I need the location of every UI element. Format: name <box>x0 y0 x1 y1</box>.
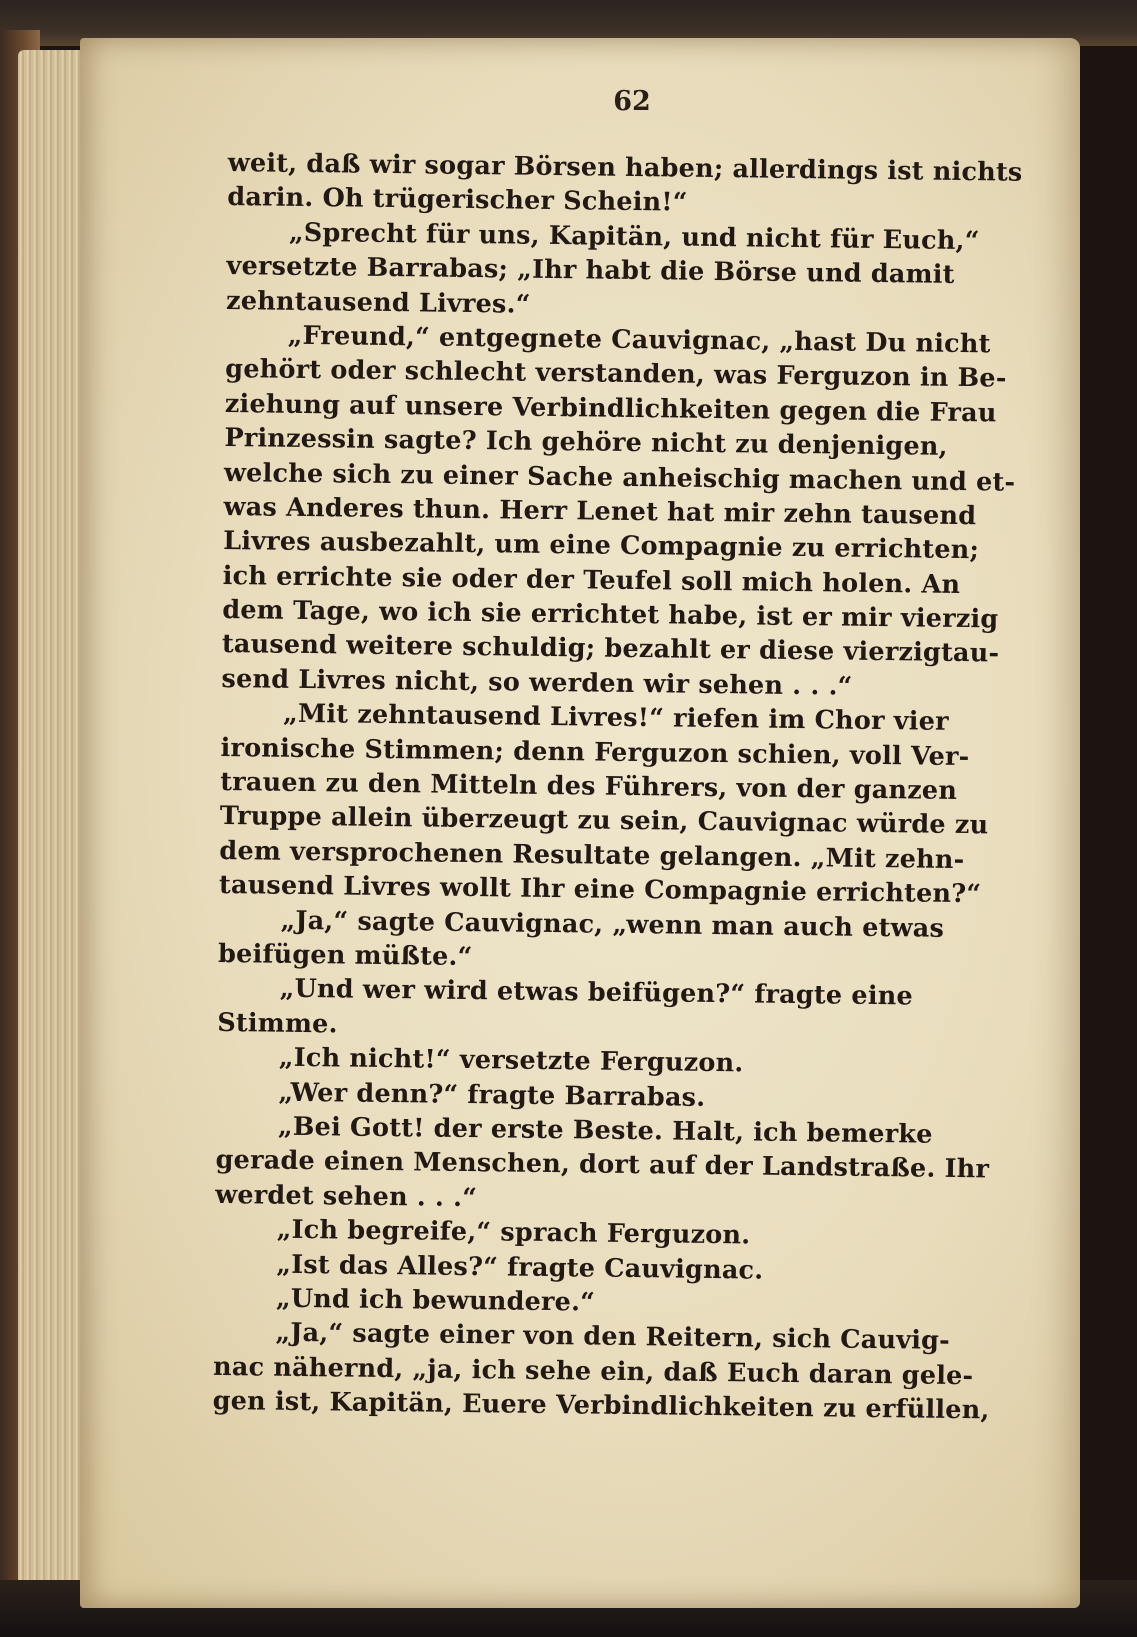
text-line: „Ich begreife,“ sprach Ferguzon. <box>276 1214 751 1251</box>
text-line: beifügen müßte.“ <box>217 938 473 973</box>
text-line: Prinzessin sagte? Ich gehöre nicht zu denjenigen, <box>224 423 948 462</box>
text-line: „Sprecht für uns, Kapitän, und nicht für Euch,“ <box>288 217 980 256</box>
text-line: dem Tage, wo ich sie errichtet habe, ist er mir vierzig <box>222 595 999 635</box>
text-line: gen ist, Kapitän, Euere Verbindlichkeiten zu erfüllen, <box>212 1385 990 1426</box>
text-line: zehntausend Livres.“ <box>225 285 531 320</box>
text-line: ironische Stimmen; denn Ferguzon schien, voll Ver- <box>220 732 970 772</box>
text-line: „Ich nicht!“ versetzte Ferguzon. <box>278 1042 744 1079</box>
text-line: „Und ich bewundere.“ <box>275 1283 596 1318</box>
text-line: darin. Oh trügerischer Schein!“ <box>227 182 688 219</box>
text-line: was Anderes thun. Herr Lenet hat mir zehn tausend <box>223 491 977 532</box>
text-line: Stimme. <box>217 1007 338 1040</box>
text-line: „Wer denn?“ fragte Barrabas. <box>278 1077 706 1113</box>
text-line: „Freund,“ entgegnete Cauvignac, „hast Du nicht <box>287 320 991 360</box>
text-line: versetzte Barrabas; „Ihr habt die Börse und damit <box>226 251 955 291</box>
text-line: gerade einen Menschen, dort auf der Landstraße. Ihr <box>215 1145 990 1185</box>
book-page <box>80 38 1080 1608</box>
page-text <box>212 146 1027 1428</box>
text-line: tausend weitere schuldig; bezahlt er diese vierzigtau- <box>221 629 1000 669</box>
text-line: ziehung auf unsere Verbindlichkeiten gegen die Frau <box>224 388 997 429</box>
text-line: weit, daß wir sogar Börsen haben; allerdings ist nichts <box>227 147 1023 188</box>
text-line: Livres ausbezahlt, um eine Compagnie zu errichten; <box>222 526 980 566</box>
page-number: 62 <box>613 86 651 117</box>
text-line: dem versprochenen Resultate gelangen. „Mit zehn- <box>219 835 965 875</box>
text-line: Truppe allein überzeugt zu sein, Cauvignac würde zu <box>219 801 989 841</box>
text-line: „Bei Gott! der erste Beste. Halt, ich bemerke <box>277 1111 933 1150</box>
text-line: nac nähernd, „ja, ich sehe ein, daß Euch daran gele- <box>212 1351 974 1391</box>
text-line: trauen zu den Mitteln des Führers, von der ganzen <box>220 766 958 806</box>
text-line: „Ja,“ sagte einer von den Reitern, sich Cauvig- <box>275 1317 951 1357</box>
text-line: „Mit zehntausend Livres!“ riefen im Chor vier <box>282 698 949 738</box>
text-line: „Und wer wird etwas beifügen?“ fragte eine <box>279 974 914 1012</box>
text-line: ich errichte sie oder der Teufel soll mich holen. An <box>222 560 961 600</box>
text-line: send Livres nicht, so werden wir sehen . . .“ <box>221 663 853 702</box>
text-line: gehört oder schlecht verstanden, was Ferguzon in Be- <box>225 354 1007 394</box>
text-line: tausend Livres wollt Ihr eine Compagnie errichten?“ <box>218 870 982 910</box>
text-line: „Ist das Alles?“ fragte Cauvignac. <box>276 1249 764 1286</box>
text-line: welche sich zu einer Sache anheischig machen und et- <box>223 457 1016 498</box>
text-line: „Ja,“ sagte Cauvignac, „wenn man auch etwas <box>280 905 945 944</box>
text-line: werdet sehen . . .“ <box>215 1179 478 1213</box>
